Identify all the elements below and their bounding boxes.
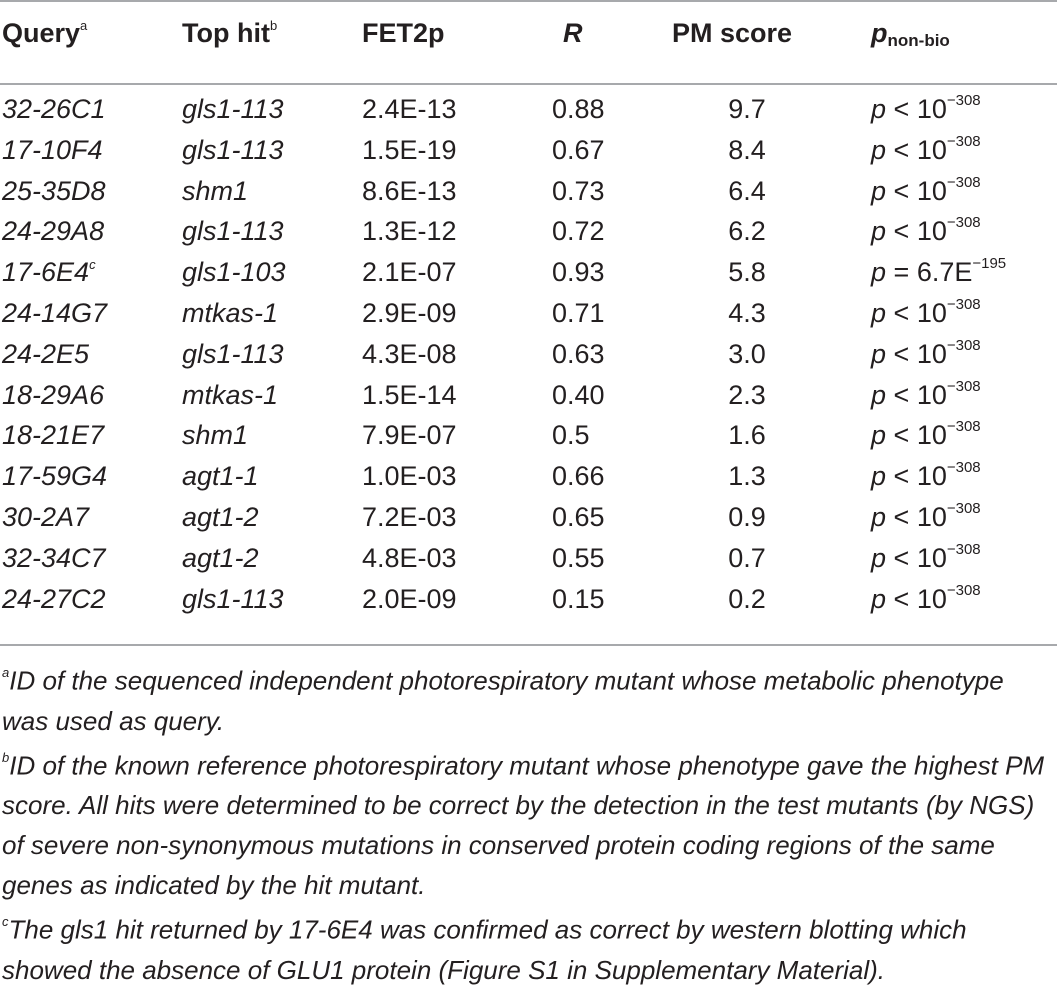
table-row [0,499,1057,543]
footnote-text: ID of the sequenced independent photorespiratory mutant whose metabolic phenotype was used as query. [2,665,1004,736]
cell-top-hit: agt1-2 [182,542,259,573]
cell-query: 25-35D8 [2,175,106,206]
cell-top-hit: agt1-2 [182,501,259,532]
table-row [0,420,1057,461]
cell-p-non-bio: $p < 10^{-308}$ [871,540,981,573]
cell-pm-score: 6.4 [728,175,766,206]
table-row [0,257,1057,298]
table-row [0,295,1057,339]
cell-query: 24-14G7 [2,297,108,328]
cell-fet2p: 4.3E-08 [362,338,457,369]
cell-p-non-bio: $p < 10^{-308}$ [871,295,981,328]
table-row [0,173,1057,217]
cell-query: 32-34C7 [2,542,106,573]
cell-r: 0.65 [552,501,605,532]
cell-p-non-bio: $p < 10^{-308}$ [871,214,981,247]
cell-top-hit: gls1-113 [182,338,284,369]
cell-top-hit: gls1-113 [182,216,284,247]
cell-query-footnote-mark: c [89,257,96,273]
footnote-text: The gls1 hit returned by 17-6E4 was confirmed as correct by western blotting which showed the absence of GLU1 protein (Figure S1 in Supplementary Material). [2,914,967,985]
cell-query: 24-2E5 [2,338,90,369]
cell-pm-score: 4.3 [728,297,766,328]
cell-pm-score: 6.2 [728,216,766,247]
table-row [0,336,1057,380]
cell-r: 0.73 [552,175,605,206]
cell-r: 0.71 [552,297,605,328]
cell-pm-score: 0.7 [728,542,766,573]
cell-top-hit: gls1-113 [182,134,284,165]
header-r: R [563,18,583,48]
footnote [2,905,1054,990]
cell-top-hit: mtkas-1 [182,379,279,410]
cell-p-non-bio: $p < 10^{-308}$ [871,581,981,614]
cell-top-hit: agt1-1 [182,461,259,492]
cell-fet2p: 2.0E-09 [362,583,457,614]
cell-top-hit: gls1-113 [182,94,284,124]
cell-top-hit: mtkas-1 [182,297,279,328]
cell-p-non-bio: $p < 10^{-308}$ [871,132,981,165]
header-fet2p: FET2p [362,18,445,48]
cell-fet2p: 8.6E-13 [362,175,457,206]
table-top-rule [0,0,1057,2]
cell-fet2p: 7.2E-03 [362,501,457,532]
cell-pm-score: 0.2 [728,583,766,614]
cell-r: 0.93 [552,257,605,288]
cell-fet2p: 7.9E-07 [362,420,457,451]
table-row [0,216,1057,257]
cell-pm-score: 3.0 [728,338,766,369]
cell-fet2p: 2.9E-09 [362,297,457,328]
table-row [0,581,1057,625]
cell-pm-score: 1.3 [728,461,766,492]
footnote-mark: c [2,914,9,930]
table-footnotes [2,656,1054,990]
table-bottom-rule [0,644,1057,646]
footnote [2,741,1054,906]
cell-pm-score: 1.6 [728,420,766,451]
cell-fet2p: 1.5E-19 [362,134,457,165]
table-row [0,132,1057,176]
cell-p-non-bio: $p < 10^{-308}$ [871,92,981,124]
cell-p-non-bio: $p < 10^{-308}$ [871,459,981,492]
cell-top-hit: shm1 [182,420,249,451]
cell-fet2p: 1.5E-14 [362,379,457,410]
cell-r: 0.5 [552,420,590,451]
cell-r: 0.63 [552,338,605,369]
cell-pm-score: 2.3 [728,379,766,410]
cell-query: 17-6E4$^c$ [2,257,96,288]
footnote-text: ID of the known reference photorespiratory mutant whose phenotype gave the highest PM score. All hits were determined to be correct by the detection in the test mutants (by NGS) of severe non-synonymous mutations in conserved protein coding regions of the same genes as indicated by the hit mutant. [2,750,1045,901]
cell-pm-score: 9.7 [728,94,766,124]
cell-fet2p: 2.4E-13 [362,94,457,124]
cell-query: 18-29A6 [2,379,105,410]
table-row [0,94,1057,135]
cell-r: 0.55 [552,542,605,573]
header-p-non-bio: pnon-bio [871,18,950,50]
cell-top-hit: shm1 [182,175,249,206]
table-header-row [0,18,1057,62]
table-row [0,377,1057,421]
header-top-hit-footnote-mark: b [269,18,278,33]
header-top-hit: Top hit$^b$ [182,18,278,48]
cell-r: 0.40 [552,379,605,410]
cell-r: 0.15 [552,583,605,614]
cell-r: 0.67 [552,134,605,165]
header-pm-score: PM score [672,18,793,48]
cell-query: 17-59G4 [2,461,108,492]
cell-query: 17-10F4 [2,134,103,165]
cell-fet2p: 2.1E-07 [362,257,457,288]
cell-query: 24-29A8 [2,216,105,247]
cell-pm-score: 0.9 [728,501,766,532]
cell-r: 0.72 [552,216,605,247]
footnote [2,656,1054,741]
cell-fet2p: 4.8E-03 [362,542,457,573]
cell-fet2p: 1.0E-03 [362,461,457,492]
footnote-mark: a [2,665,10,680]
cell-fet2p: 1.3E-12 [362,216,457,247]
cell-top-hit: gls1-103 [182,257,286,288]
table-header-rule [0,83,1057,85]
footnote-mark: b [2,749,10,765]
cell-query: 18-21E7 [2,420,105,451]
table-row [0,461,1057,502]
header-query-footnote-mark: a [80,18,88,33]
cell-p-non-bio: $p < 10^{-308}$ [871,173,981,206]
cell-p-non-bio: $p < 10^{-308}$ [871,336,981,369]
cell-r: 0.88 [552,94,605,124]
table-row [0,540,1057,584]
cell-p-non-bio: $p < 10^{-308}$ [871,377,981,410]
cell-query: 30-2A7 [2,501,90,532]
cell-pm-score: 8.4 [728,134,766,165]
header-query: Query$^a$ [2,18,88,48]
cell-query: 24-27C2 [2,583,106,614]
table-body [0,94,1057,624]
cell-r: 0.66 [552,461,605,492]
cell-pm-score: 5.8 [728,257,766,288]
cell-p-non-bio: $p < 10^{-308}$ [871,418,981,451]
cell-query: 32-26C1 [2,94,106,124]
cell-p-non-bio: $p < 10^{-308}$ [871,499,981,532]
cell-top-hit: gls1-113 [182,583,284,614]
cell-p-non-bio: $p = 6.7E^{-195}$ [871,255,1007,288]
